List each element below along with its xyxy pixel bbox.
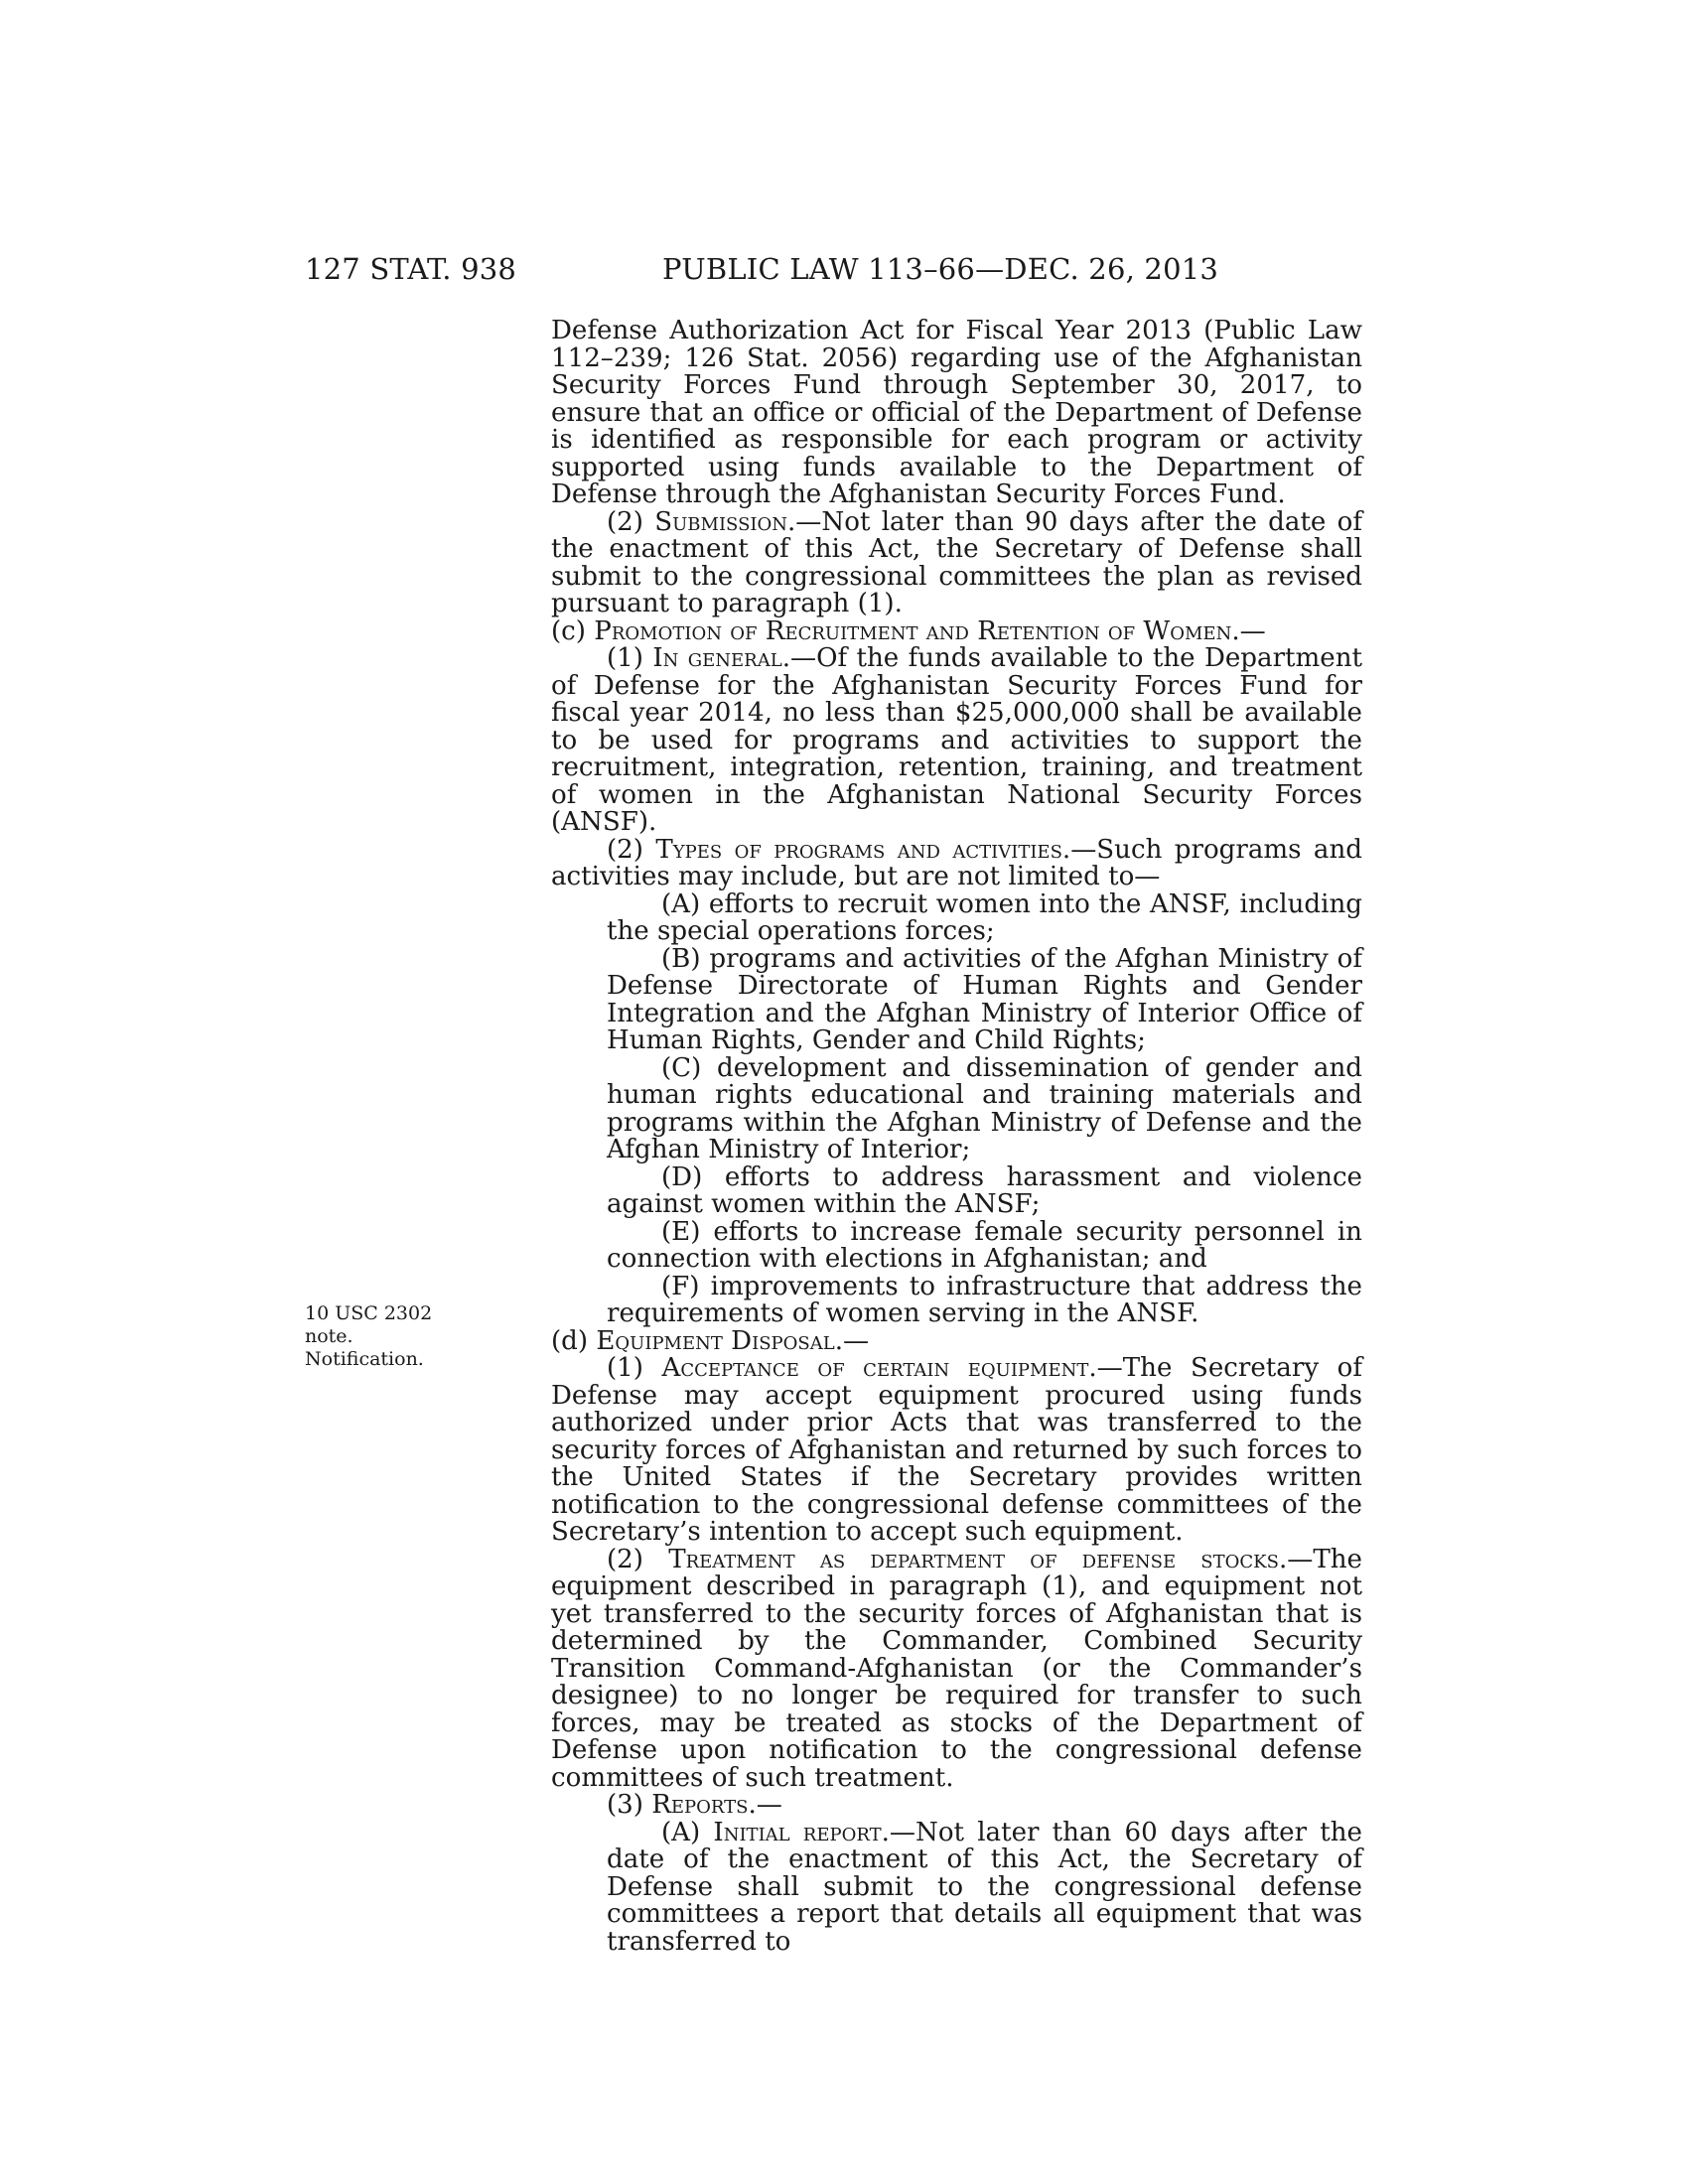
text: .—Of the funds available to the Department of Defense for the Afghanistan Security Forces Fund for fiscal year 2014, no less than $25,000,000 shall be available to be used for programs and activities to support the recruitment, integration, retention, training, and treatment of women in the Afghanistan National Security Forces (ANSF).: [551, 643, 1363, 837]
heading: In general: [652, 643, 782, 673]
paragraph-d3: [551, 1792, 1362, 1820]
paragraph-b2: [551, 506, 1362, 618]
label: (2): [607, 506, 655, 537]
heading: Reports: [651, 1790, 749, 1820]
heading: Acceptance of certain equipment: [661, 1353, 1089, 1383]
margin-note-citation: 10 USC 2302: [305, 1302, 433, 1324]
margin-note-notification: Notification.: [305, 1348, 424, 1370]
heading: Submission: [654, 506, 788, 537]
label: (1): [607, 1353, 662, 1383]
page-stat-number: 127 STAT. 938: [305, 252, 517, 286]
statute-body: [551, 318, 1362, 1956]
heading: Initial report: [713, 1817, 882, 1847]
text: .—The Secretary of Defense may accept equipment procured using funds authorized under prior Acts that was transferred to the security forces of Afghanistan and returned by such forces to the United States if the Secretary provides written notification to the congressional defense committees of the Secretary’s intention to accept such equipment.: [551, 1353, 1362, 1547]
paragraph-c2: [551, 834, 1362, 891]
subparagraph-d3-a: [551, 1817, 1362, 1957]
subparagraph-c-b: (B) programs and activities of the Afghan Ministry of Defense Directorate of Human Rights and Gender Integration and the Afghan Ministry of Interior Office of Human Rights, Gender and Child Rights;: [607, 943, 1362, 1055]
text: .—Such programs and activities may include, but are not limited to—: [551, 834, 1362, 891]
label: (A): [661, 1817, 714, 1847]
label: (3): [607, 1790, 652, 1820]
subparagraph-c-a: (A) efforts to recruit women into the ANSF, including the special operations forces;: [607, 888, 1362, 946]
label: (d): [551, 1325, 597, 1356]
subsection-d-heading: [551, 1325, 1362, 1356]
subsection-c-heading: [551, 615, 1362, 646]
heading: Types of programs and activities: [655, 834, 1062, 865]
text: .—Not later than 60 days after the date of the enactment of this Act, the Secretary of Defense shall submit to the congressional defense committees a report that details all equipment that was transferred to: [607, 1817, 1362, 1957]
subparagraph-c-e: (E) efforts to increase female security personnel in connection with elections in Afghanistan; and: [607, 1216, 1362, 1274]
paragraph-c1: [551, 645, 1362, 837]
label: (1): [607, 643, 653, 673]
heading: Promotion of Recruitment and Retention of Women: [594, 615, 1232, 646]
running-head: PUBLIC LAW 113–66—DEC. 26, 2013: [662, 252, 1219, 286]
dash: .—: [1231, 615, 1266, 646]
subparagraph-c-f: (F) improvements to infrastructure that address the requirements of women serving in the ANSF.: [607, 1271, 1362, 1328]
heading: Treatment as department of defense stocks: [668, 1544, 1279, 1574]
paragraph-d2: [551, 1544, 1362, 1793]
label: (2): [607, 834, 656, 865]
dash: .—: [748, 1790, 782, 1820]
margin-note: [305, 1302, 432, 1371]
heading: Equipment Disposal: [596, 1325, 835, 1356]
text: .—The equipment described in paragraph (1), and equipment not yet transferred to the security forces of Afghanistan that is determined by the Commander, Combined Security Transition Command-Afghanistan (or the Commander’s designee) to no longer be required for transfer to such forces, may be treated as stocks of the Department of Defense upon notification to the congressional defense committees of such treatment.: [551, 1544, 1362, 1793]
label: (2): [607, 1544, 669, 1574]
paragraph-b1-continuation: Defense Authorization Act for Fiscal Year 2013 (Public Law 112–239; 126 Stat. 2056) regarding use of the Afghanistan Security Forces Fund through September 30, 2017, to ensure that an office or official of the Department of Defense is identified as responsible for each program or activity supported using funds available to the Department of Defense through the Afghanistan Security Forces Fund.: [551, 316, 1362, 509]
text: .—Not later than 90 days after the date of the enactment of this Act, the Secretary of Defense shall submit to the congressional committees the plan as revised pursuant to paragraph (1).: [551, 506, 1362, 618]
paragraph-d1: [551, 1355, 1362, 1547]
subparagraph-c-c: (C) development and dissemination of gender and human rights educational and training materials and programs within the Afghan Ministry of Defense and the Afghan Ministry of Interior;: [607, 1052, 1362, 1164]
margin-note-note: note.: [305, 1325, 353, 1347]
label: (c): [551, 615, 595, 646]
dash: .—: [834, 1325, 870, 1356]
subparagraph-c-d: (D) efforts to address harassment and violence against women within the ANSF;: [607, 1161, 1362, 1219]
